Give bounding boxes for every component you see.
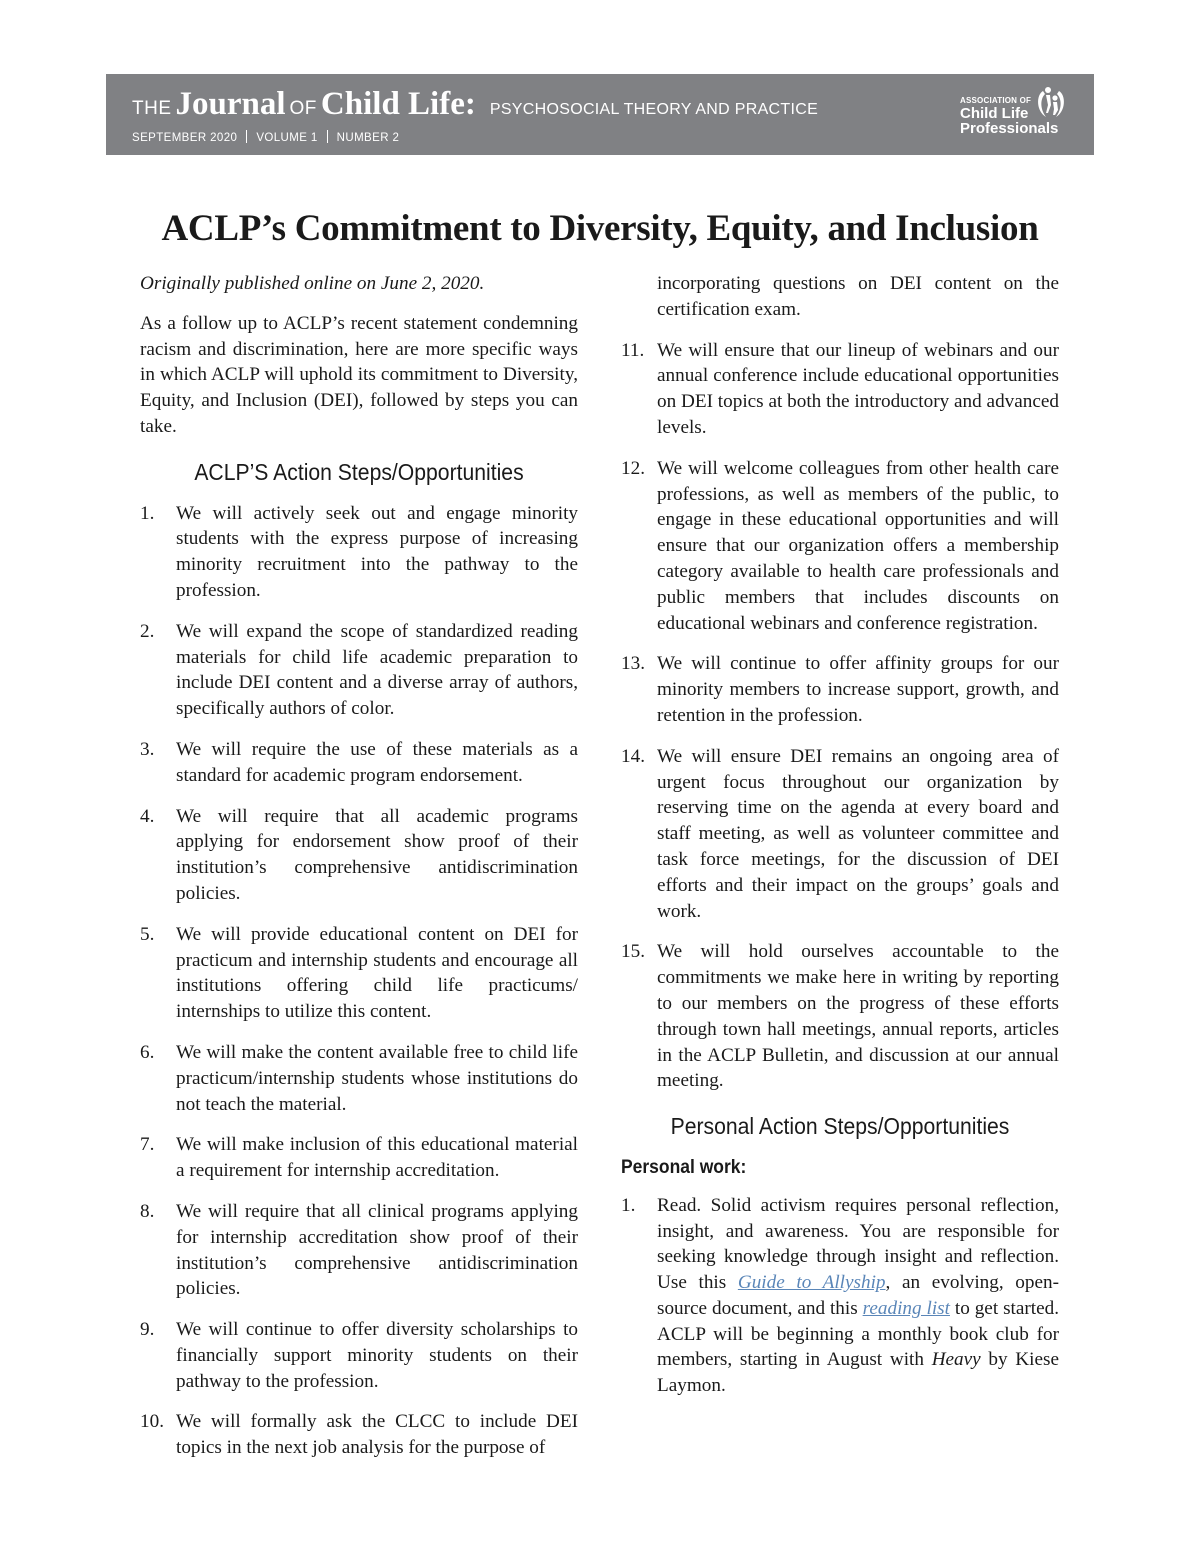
book-title: Heavy: [931, 1349, 981, 1371]
item-text: We will make inclusion of this educational material a requirement for internship accreditation.: [176, 1134, 578, 1182]
list-item: [140, 1409, 578, 1461]
item-text: We will continue to offer affinity groups for our minority members to increase support, growth, and retention in the profession.: [657, 653, 1059, 726]
item-text: We will continue to offer diversity scholarships to financially support minority students on their pathway to the profession.: [176, 1319, 578, 1392]
item-number: 1.: [140, 502, 155, 524]
list-item: [140, 501, 578, 604]
list-item: [140, 804, 578, 907]
journal-child-life: Child Life:: [320, 86, 476, 122]
list-item: [140, 1199, 578, 1302]
journal-of: OF: [289, 98, 317, 119]
item-number: 10.: [140, 1411, 164, 1433]
aclp-logo: [960, 85, 1068, 145]
personal-steps-heading: Personal Action Steps/Opportunities: [670, 1113, 1010, 1140]
item-text-b: , an evolving, open-source document, and this: [657, 1272, 1059, 1319]
item-text: We will formally ask the CLCC to include DEI topics in the next job analysis for the purpose of: [176, 1411, 578, 1459]
aclp-steps-list: [140, 501, 578, 1462]
item-number: 6.: [140, 1041, 155, 1063]
item-text: We will require that all clinical programs applying for internship accreditation show proof of their institution’s comprehensive antidiscrimination policies.: [176, 1200, 578, 1300]
item-text: We will require that all academic programs applying for endorsement show proof of their institution’s comprehensive antidiscrimination policies.: [176, 805, 578, 904]
item-number: 3.: [140, 738, 155, 760]
journal-the: THE: [132, 98, 172, 119]
list-item: [140, 1040, 578, 1117]
item-number: 13.: [621, 653, 645, 675]
item-number: 11.: [621, 339, 645, 361]
issue-info: [132, 130, 399, 144]
meta-divider: [246, 130, 247, 143]
item-text-a: Read. Solid activism requires personal reflection, insight, and awareness. You are responsible for seeking knowledge through insight and reflection. Use this: [657, 1194, 1059, 1294]
issue-volume: VOLUME 1: [256, 132, 318, 144]
logo-line1: ASSOCIATION OF: [960, 96, 1032, 105]
reading-list-link[interactable]: reading list: [862, 1297, 950, 1319]
item-number: 15.: [621, 941, 645, 963]
item-text-d: by Kiese Laymon.: [657, 1349, 1059, 1397]
item-text: We will make the content available free to child life practicum/internship students whose institutions do not teach the material.: [176, 1041, 578, 1115]
list-item: [621, 338, 1059, 441]
item-number: 5.: [140, 923, 155, 945]
logo-line3: Professionals: [960, 120, 1059, 137]
aclp-steps-heading: ACLP’S Action Steps/Opportunities: [194, 458, 524, 485]
personal-steps-list: [621, 1193, 1059, 1399]
list-item: [140, 1132, 578, 1184]
item-number: 9.: [140, 1319, 155, 1341]
item-text: We will ensure that our lineup of webinars and our annual conference include educational opportunities on DEI topics at both the introductory and advanced levels.: [657, 339, 1059, 438]
item-text: We will provide educational content on DEI for practicum and internship students and encourage all institutions offering child life practicums/ internships to utilize this content.: [176, 923, 578, 1023]
personal-work-subheading: Personal work:: [621, 1156, 747, 1178]
item-text: We will actively seek out and engage minority students with the express purpose of increasing minority recruitment into the pathway to the profession.: [176, 502, 578, 601]
item-number: 1.: [621, 1194, 636, 1216]
item-number: 4.: [140, 805, 155, 827]
right-column: [621, 271, 1059, 1414]
list-item: [621, 651, 1059, 728]
list-item-continuation: incorporating questions on DEI content on the certification exam.: [657, 273, 1059, 320]
intro-paragraph: As a follow up to ACLP’s recent statement condemning racism and discrimination, here are more specific ways in which ACLP will uphold its commitment to Diversity, Equity, and Inclusion (DEI), followed by steps you can take.: [140, 312, 578, 437]
list-item: [140, 1317, 578, 1394]
aclp-steps-list-continued: [621, 338, 1059, 1095]
publication-dateline: Originally published online on June 2, 2020.: [140, 273, 485, 294]
item-text: We will require the use of these materials as a standard for academic program endorsement.: [176, 738, 578, 786]
list-item: [140, 619, 578, 722]
list-item: [140, 737, 578, 789]
item-text-c: to get started. ACLP will be beginning a monthly book club for members, starting in August with: [657, 1297, 1060, 1371]
meta-divider: [327, 130, 328, 143]
journal-word: Journal: [175, 86, 286, 122]
issue-number: NUMBER 2: [336, 132, 400, 144]
list-item: [140, 922, 578, 1025]
item-text: We will welcome colleagues from other health care professions, as well as members of the public, to engage in these educational opportunities and will ensure that our organization offers a membership category available to health care professionals and public members that includes discounts on educational webinars and conference registration.: [657, 457, 1059, 634]
list-item: [621, 744, 1059, 925]
item-number: 12.: [621, 457, 645, 479]
item-number: 14.: [621, 745, 645, 767]
list-item: [621, 1193, 1059, 1399]
child-figures-icon: [1034, 85, 1068, 121]
guide-to-allyship-link[interactable]: Guide to Allyship: [737, 1272, 886, 1294]
left-column: [140, 271, 578, 1476]
issue-date: SEPTEMBER 2020: [132, 132, 238, 144]
item-text: We will expand the scope of standardized reading materials for child life academic preparation to include DEI content and a diverse array of authors, specifically authors of color.: [176, 620, 578, 720]
journal-title: [132, 86, 818, 123]
item-text: We will ensure DEI remains an ongoing area of urgent focus throughout our organization by reserving time on the agenda at every board and staff meeting, as well as volunteer committee and task force meetings, for the discussion of DEI efforts and their impact on the groups’ goals and work.: [657, 745, 1059, 922]
item-text: We will hold ourselves accountable to the commitments we make here in writing by reporting to our members on the progress of these efforts through town hall meetings, annual reports, articles in the ACLP Bulletin, and discussion at our annual meeting.: [657, 941, 1059, 1092]
item-number: 7.: [140, 1134, 155, 1156]
journal-subtitle: PSYCHOSOCIAL THEORY AND PRACTICE: [489, 101, 819, 118]
journal-banner: [106, 74, 1094, 155]
list-item: [621, 939, 1059, 1094]
list-item: [621, 456, 1059, 637]
article-title: ACLP’s Commitment to Diversity, Equity, and Inclusion: [161, 208, 1039, 249]
item-number: 8.: [140, 1200, 155, 1222]
logo-line2: Child Life: [960, 105, 1029, 122]
item-number: 2.: [140, 620, 155, 642]
